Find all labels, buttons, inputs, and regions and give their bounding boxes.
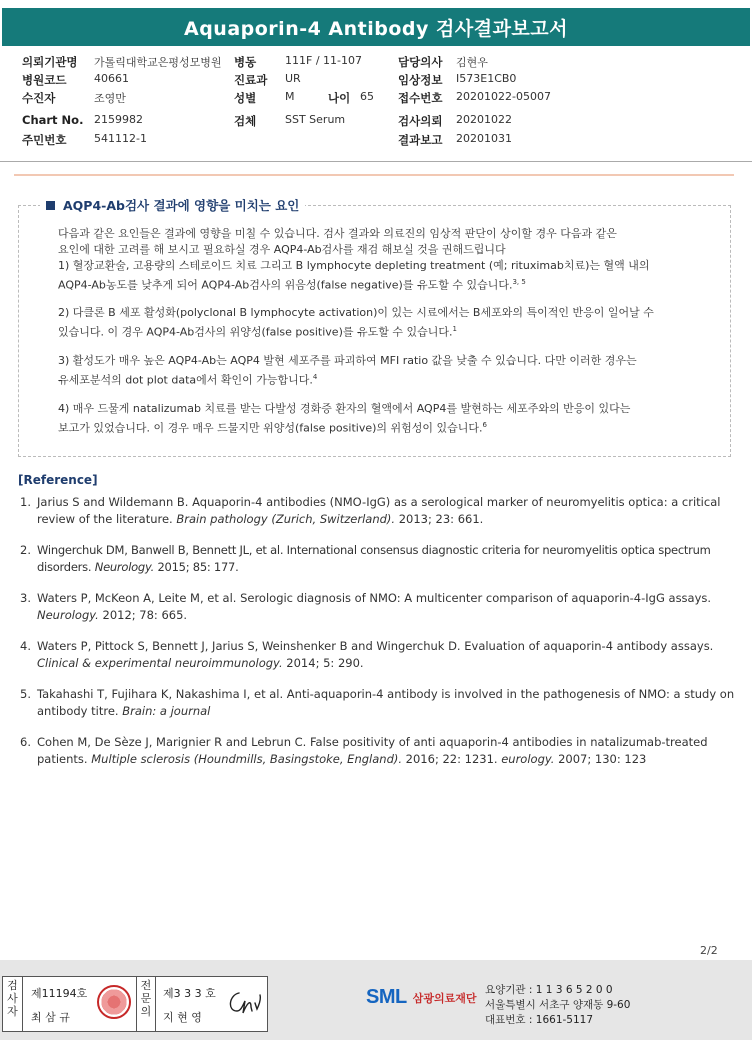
patient-value: 조영만 [94, 92, 126, 105]
specimen-value: SST Serum [285, 113, 346, 126]
square-bullet-icon [46, 201, 55, 210]
reference-number: 5. [20, 687, 31, 701]
note-item-1-line-2: AQP4-Ab농도를 낮추게 되어 AQP4-Ab검사의 위음성(false negative)를 유도할 수 있습니다. [58, 278, 513, 292]
reference-journal: Clinical & experimental neuroimmunology. [37, 656, 283, 670]
note-item-3-line-2: 유세포분석의 dot plot data에서 확인이 가능합니다. [58, 373, 313, 387]
reference-number: 2. [20, 543, 31, 557]
note-item-2 [58, 305, 708, 341]
signature-box [2, 976, 268, 1032]
accession-label: 접수번호 [398, 91, 443, 105]
reference-citation: 2013; 23: 661. [395, 512, 484, 526]
foundation-name: 삼광의료재단 [412, 991, 477, 1005]
reference-journal: Multiple sclerosis (Houndmills, Basingstoke, England). [91, 752, 403, 766]
note-item-4-line-2: 보고가 있었습니다. 이 경우 매우 드물지만 위양성(false positive)의 위험성이 있습니다. [58, 421, 483, 435]
note-title [40, 196, 305, 214]
clinical-value: I573E1CB0 [456, 72, 517, 85]
specimen-label: 검체 [234, 114, 257, 128]
patient-label: 수진자 [22, 91, 56, 105]
chart-value: 2159982 [94, 113, 143, 126]
note-item-1-citation: 3, 5 [512, 278, 526, 286]
inspector-label-text: 검사자 [7, 979, 18, 1018]
dept-label: 진료과 [234, 73, 268, 87]
note-item-4-citation: 6 [482, 421, 487, 429]
company-address: 서울특별시 서초구 양재동 9-60 [485, 999, 631, 1011]
hospital-code-label: 병원코드 [22, 73, 67, 87]
inspector-label [3, 977, 23, 1031]
reference-text: Waters P, Pittock S, Bennett J, Jarius S, Weinshenker B and Wingerchuk D. Evaluation of aquaporin-4 antibody assays. [37, 639, 714, 653]
reference-journal: Brain: a journal [122, 704, 211, 718]
specialist-label [136, 977, 156, 1031]
accession-value: 20201022-05007 [456, 90, 551, 103]
age-label: 나이 [328, 91, 351, 105]
note-item-2-citation: 1 [452, 325, 457, 333]
institution-label: 의뢰기관명 [22, 55, 78, 69]
reference-citation: 2016; 22: 1231. [402, 752, 502, 766]
inspector-license: 제11194호 [31, 987, 88, 1000]
note-item-3 [58, 353, 708, 389]
reference-citation: 2012; 78: 665. [98, 608, 188, 622]
note-item-4 [58, 401, 708, 437]
clinical-label: 임상정보 [398, 73, 443, 87]
ward-value: 111F / 11-107 [285, 54, 362, 67]
dept-value: UR [285, 72, 301, 85]
reference-item [20, 686, 748, 720]
reference-journal: Neurology. [37, 608, 99, 622]
sex-label: 성별 [234, 91, 257, 105]
resident-value: 541112-1 [94, 132, 147, 145]
request-value: 20201022 [456, 113, 512, 126]
provider-code: 요양기관 : 1 1 3 6 5 2 0 0 [485, 984, 613, 996]
request-label: 검사의뢰 [398, 114, 443, 128]
reference-heading: [Reference] [18, 473, 98, 487]
chart-label: Chart No. [22, 113, 84, 127]
doctor-label: 담당의사 [398, 55, 443, 69]
page-number: 2/2 [700, 944, 718, 957]
reference-text: Cohen M, De Sèze J, Marignier R and Lebrun C. False positivity of anti aquaporin-4 antibodies in natalizumab-treated patients. [37, 735, 708, 766]
reference-item [20, 590, 748, 624]
ward-label: 병동 [234, 55, 257, 69]
reference-item [20, 494, 748, 528]
reference-text: Takahashi T, Fujihara K, Nakashima I, et al. Anti-aquaporin-4 antibody is involved in the pathogenesis of NMO: a study on antibody titre. [37, 687, 735, 718]
reference-journal: Brain pathology (Zurich, Switzerland). [176, 512, 396, 526]
reference-number: 4. [20, 639, 31, 653]
note-intro-line-2: 요인에 대한 고려를 해 보시고 필요하실 경우 AQP4-Ab검사를 재검 해보실 것을 권해드립니다 [58, 243, 506, 256]
reference-text: Jarius S and Wildemann B. Aquaporin-4 antibodies (NMO-IgG) as a serological marker of neuromyelitis optica: a critical review of the literature. [37, 495, 721, 526]
seal-stamp-icon [97, 985, 131, 1019]
inspector-name: 최 삼 규 [31, 1011, 70, 1024]
reference-item [20, 542, 748, 576]
note-item-4-line-1: 4) 매우 드물게 natalizumab 치료를 받는 다발성 경화증 환자의 혈액에서 AQP4를 발현하는 세포주와의 반응이 있다는 [58, 402, 631, 415]
accent-divider [14, 174, 734, 176]
note-item-2-line-1: 2) 다클론 B 세포 활성화(polyclonal B lymphocyte activation)이 있는 시료에서는 B세포와의 특이적인 반응이 일어날 수 [58, 306, 654, 319]
sex-value: M [285, 90, 295, 103]
reference-item [20, 734, 748, 768]
note-item-3-citation: 4 [312, 373, 318, 381]
doctor-value: 김현우 [456, 56, 488, 69]
reference-text: Wingerchuk DM, Banwell B, Bennett JL, et al. International consensus diagnostic criteria for neuromyelitis optica spectrum disorders. [37, 543, 711, 574]
reference-citation: 2007; 130: 123 [554, 752, 647, 766]
hospital-code-value: 40661 [94, 72, 129, 85]
note-intro [58, 226, 708, 258]
divider [0, 161, 752, 162]
signature-icon [225, 987, 263, 1019]
reference-number: 6. [20, 735, 31, 749]
note-item-1 [58, 258, 708, 294]
reference-journal: Neurology. [94, 560, 155, 574]
note-item-3-line-1: 3) 활성도가 매우 높은 AQP4-Ab는 AQP4 발현 세포주를 파괴하여 MFI ratio 값을 낮출 수 있습니다. 다만 이러한 경우는 [58, 354, 637, 367]
reference-item [20, 638, 748, 672]
specialist-license: 제3 3 3 호 [163, 987, 216, 1000]
reference-citation: 2014; 5: 290. [282, 656, 364, 670]
note-title-text: AQP4-Ab검사 결과에 영향을 미치는 요인 [63, 198, 300, 213]
note-item-2-line-2: 있습니다. 이 경우 AQP4-Ab검사의 위양성(false positive)를 유도할 수 있습니다. [58, 325, 453, 339]
reference-number: 1. [20, 495, 31, 509]
report-date-value: 20201031 [456, 132, 512, 145]
company-phone: 대표번호 : 1661-5117 [485, 1014, 594, 1026]
company-logo [366, 986, 476, 1009]
note-intro-line-1: 다음과 같은 요인들은 결과에 영향을 미칠 수 있습니다. 검사 결과와 의료진의 임상적 판단이 상이할 경우 다음과 같은 [58, 227, 617, 240]
age-value: 65 [360, 90, 374, 103]
note-item-1-line-1: 1) 혈장교환술, 고용량의 스테로이드 치료 그리고 B lymphocyte depleting treatment (예; rituximab치료)는 혈액 내의 [58, 259, 650, 272]
specialist-label-text: 전문의 [140, 979, 152, 1018]
logo-text: SML [366, 986, 407, 1008]
resident-label: 주민번호 [22, 133, 67, 147]
specialist-name: 지 현 영 [163, 1011, 202, 1024]
reference-text: Waters P, McKeon A, Leite M, et al. Serologic diagnosis of NMO: A multicenter comparison of aquaporin-4-IgG assays. [37, 591, 712, 605]
reference-journal: eurology. [501, 752, 555, 766]
report-title: Aquaporin-4 Antibody 검사결과보고서 [2, 8, 750, 46]
institution-value: 가톨릭대학교은평성모병원 [94, 56, 222, 69]
reference-number: 3. [20, 591, 31, 605]
reference-citation: 2015; 85: 177. [154, 560, 239, 574]
report-date-label: 결과보고 [398, 133, 443, 147]
company-info [485, 983, 630, 1028]
